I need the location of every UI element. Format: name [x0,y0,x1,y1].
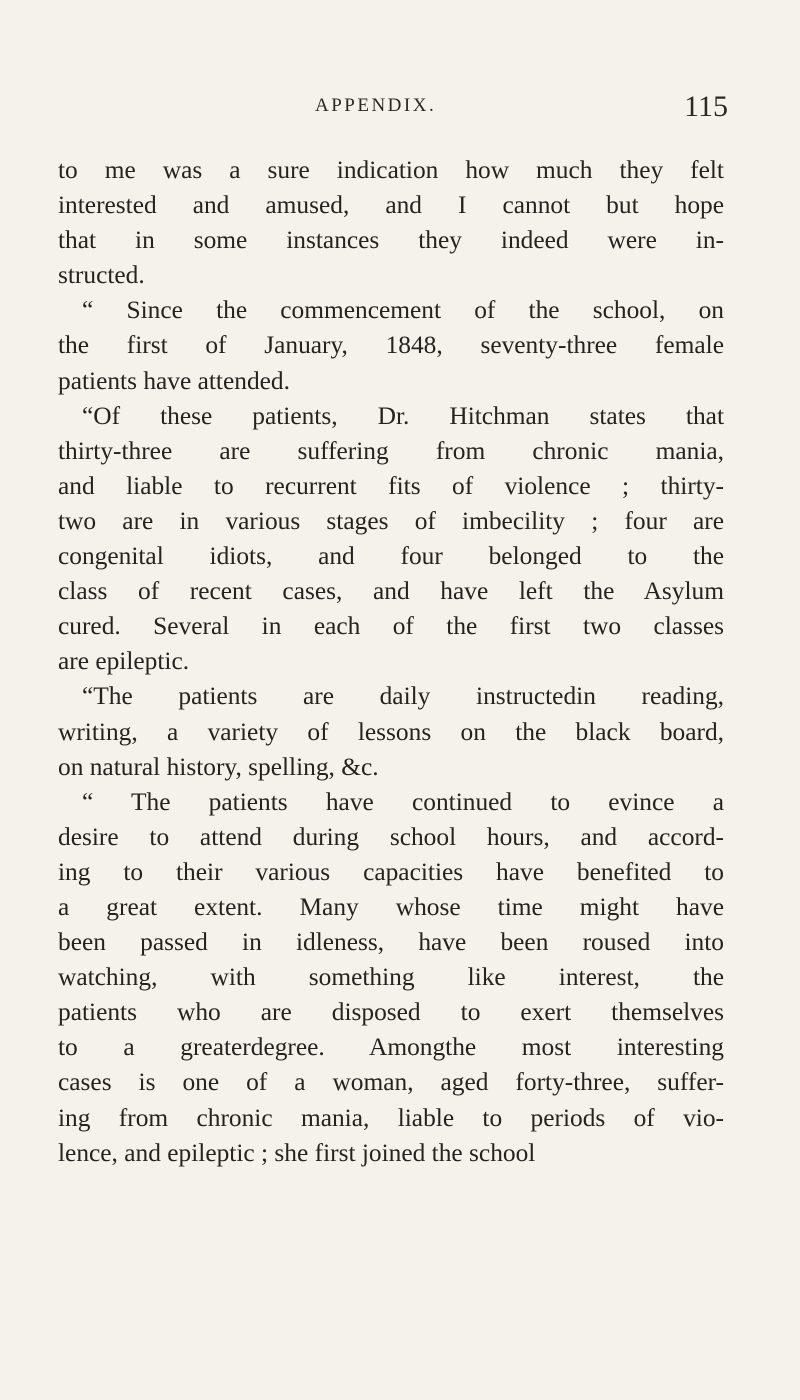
text-line: desire to attend during school hours, and accord- [58,822,724,851]
text-line: patients have attended. [58,366,290,395]
text-line: watching, with something like interest, the [58,963,724,992]
text-line: “Of these patients, Dr. Hitchman states that [82,401,724,430]
text-line: “The patients are daily instructedin reading, [82,682,724,711]
text-line: two are in various stages of imbecility ; four are [58,506,724,535]
text-line: congenital idiots, and four belonged to the [58,542,724,571]
text-line: to me was a sure indication how much they felt [58,156,724,184]
text-line: been passed in idleness, have been roused into [58,928,724,957]
running-title: APPENDIX. [315,95,437,116]
text-line: “ The patients have continued to evince a [82,787,724,816]
text-line: “ Since the commencement of the school, on [82,296,724,325]
text-line: a great extent. Many whose time might have [58,892,724,921]
text-line: on natural history, spelling, &c. [58,752,379,781]
text-line: thirty-three are suffering from chronic mania, [58,436,724,465]
running-head [60,90,760,134]
text-line: ing to their various capacities have benefited to [58,857,724,886]
text-line: and liable to recurrent fits of violence ; thirty- [58,471,724,500]
text-line: to a greaterdegree. Amongthe most interesting [58,1033,724,1062]
text-line: ing from chronic mania, liable to periods of vio- [58,1103,724,1132]
text-line: structed. [58,261,145,290]
text-line: that in some instances they indeed were in- [58,226,724,255]
text-line: cured. Several in each of the first two classes [58,612,724,641]
text-line: patients who are disposed to exert themselves [58,998,724,1027]
text-line: cases is one of a woman, aged forty-three, suffer- [58,1068,724,1097]
body-text [58,153,724,1171]
text-line: the first of January, 1848, seventy-three female [58,331,724,360]
text-line: class of recent cases, and have left the Asylum [58,577,724,606]
text-line: interested and amused, and I cannot but hope [58,191,724,220]
text-line: are epileptic. [58,647,190,676]
page-number: 115 [684,90,728,123]
text-line: writing, a variety of lessons on the black board, [58,717,724,746]
text-line: lence, and epileptic ; she first joined the school [58,1138,536,1167]
